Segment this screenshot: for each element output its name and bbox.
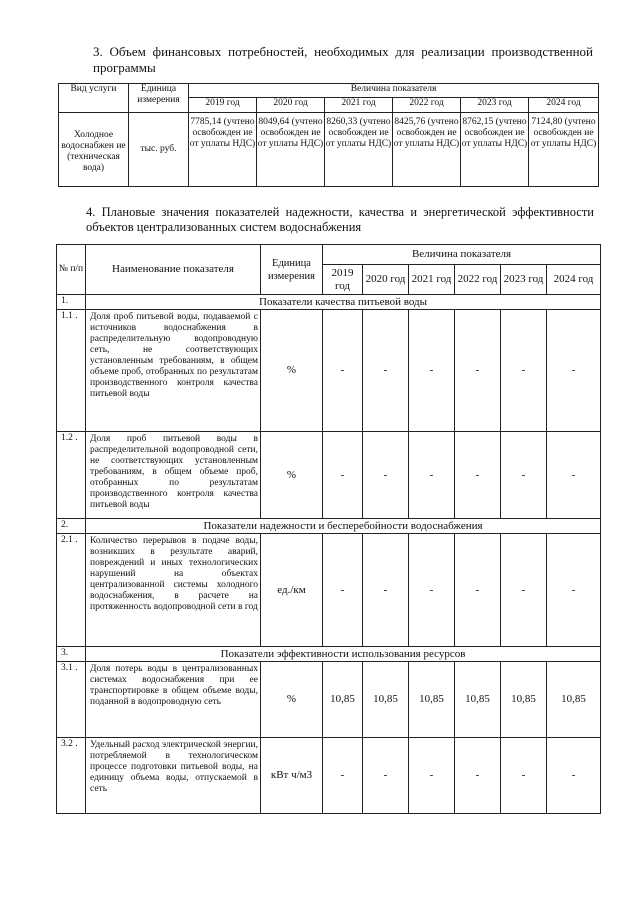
indicator-value: - [455,432,501,519]
indicator-value: - [323,310,363,432]
t1-year: 2024 год [529,98,599,113]
t1-value-cell: 7785,14 (учтено освобожден ие от уплаты НДС) [189,113,257,187]
indicator-value: 10,85 [501,662,547,738]
indicator-value: - [455,738,501,814]
t1-year: 2020 год [257,98,325,113]
indicator-name: Доля проб питьевой воды в распределительной водопроводной сети, не соответствующих установленным требованиям, в общем объеме проб, отобранных по результатам производственного контроля качества питьевой воды [86,432,261,519]
indicator-value: - [409,738,455,814]
t2-year: 2024 год [547,265,601,295]
t1-value-cell: 8260,33 (учтено освобожден ие от уплаты НДС) [325,113,393,187]
indicator-value: - [455,310,501,432]
t1-header-unit: Единица измерения [129,84,189,113]
indicator-value: - [409,432,455,519]
indicator-value: - [409,534,455,647]
t2-year: 2020 год [363,265,409,295]
indicator-name: Доля проб питьевой воды, подаваемой с источников водоснабжения в распределительную водопроводную сеть, не соответствующих установленным требованиям, в общем объеме проб, отобранных по результатам производственного контроля качества питьевой воды [86,310,261,432]
indicators-table [56,244,601,814]
indicator-unit: % [261,310,323,432]
t1-value-cell: 8049,64 (учтено освобожден ие от уплаты НДС) [257,113,325,187]
t1-service-cell: Холодное водоснабжен ие (техническая вода) [59,113,129,187]
t2-year: 2021 год [409,265,455,295]
section-title: Показатели качества питьевой воды [86,295,601,310]
indicator-value: - [455,534,501,647]
t1-value-cell: 8762,15 (учтено освобожден ие от уплаты НДС) [461,113,529,187]
section-4-title: 4. Плановые значения показателей надежности, качества и энергетической эффективности объектов централизованных систем водоснабжения [86,205,594,234]
t2-header-num: № п/п [57,245,86,295]
indicator-value: - [323,738,363,814]
row-num: 1.1 . [57,310,86,432]
indicator-name: Количество перерывов в подаче воды, возникших в результате аварий, повреждений и иных технологических нарушений на объектах централизованной системы холодного водоснабжения, в расчете на протяженность водопроводной сети в год [86,534,261,647]
indicator-value: - [323,534,363,647]
financial-needs-table [58,83,599,187]
indicator-value: 10,85 [409,662,455,738]
indicator-unit: % [261,662,323,738]
t2-header-value: Величина показателя [323,245,601,265]
indicator-value: - [501,534,547,647]
indicator-value: 10,85 [455,662,501,738]
t2-year: 2019 год [323,265,363,295]
indicator-name: Доля потерь воды в централизованных системах водоснабжения при ее транспортировке в общем объеме воды, поданной в водопроводную сеть [86,662,261,738]
row-num: 3.1 . [57,662,86,738]
t2-header-unit: Единица измерения [261,245,323,295]
indicator-value: - [547,310,601,432]
t1-year: 2019 год [189,98,257,113]
t2-header-name: Наименование показателя [86,245,261,295]
indicator-unit: кВт ч/м3 [261,738,323,814]
indicator-value: - [409,310,455,432]
indicator-value: 10,85 [323,662,363,738]
t1-header-value: Величина показателя [189,84,599,98]
indicator-value: - [547,738,601,814]
section-3-title: 3. Объем финансовых потребностей, необходимых для реализации производственной программы [93,44,593,75]
indicator-value: - [323,432,363,519]
indicator-value: - [363,738,409,814]
section-title: Показатели эффективности использования ресурсов [86,647,601,662]
t1-unit-cell: тыс. руб. [129,113,189,187]
section-title: Показатели надежности и бесперебойности водоснабжения [86,519,601,534]
indicator-name: Удельный расход электрической энергии, потребляемой в технологическом процессе подготовки питьевой воды, на единицу объема воды, отпускаемой в сеть [86,738,261,814]
section-num: 2. [57,519,86,534]
t2-year: 2022 год [455,265,501,295]
row-num: 3.2 . [57,738,86,814]
indicator-value: 10,85 [363,662,409,738]
indicator-value: - [363,432,409,519]
row-num: 1.2 . [57,432,86,519]
t2-year: 2023 год [501,265,547,295]
t1-year: 2021 год [325,98,393,113]
indicator-value: - [501,432,547,519]
section-num: 1. [57,295,86,310]
t1-value-cell: 8425,76 (учтено освобожден ие от уплаты НДС) [393,113,461,187]
indicator-value: 10,85 [547,662,601,738]
row-num: 2.1 . [57,534,86,647]
indicator-value: - [363,534,409,647]
t1-value-cell: 7124,80 (учтено освобожден ие от уплаты НДС) [529,113,599,187]
t1-header-service: Вид услуги [59,84,129,113]
indicator-value: - [363,310,409,432]
indicator-value: - [501,310,547,432]
t1-year: 2023 год [461,98,529,113]
t1-year: 2022 год [393,98,461,113]
indicator-value: - [547,432,601,519]
indicator-unit: % [261,432,323,519]
section-num: 3. [57,647,86,662]
indicator-value: - [547,534,601,647]
indicator-value: - [501,738,547,814]
indicator-unit: ед./км [261,534,323,647]
